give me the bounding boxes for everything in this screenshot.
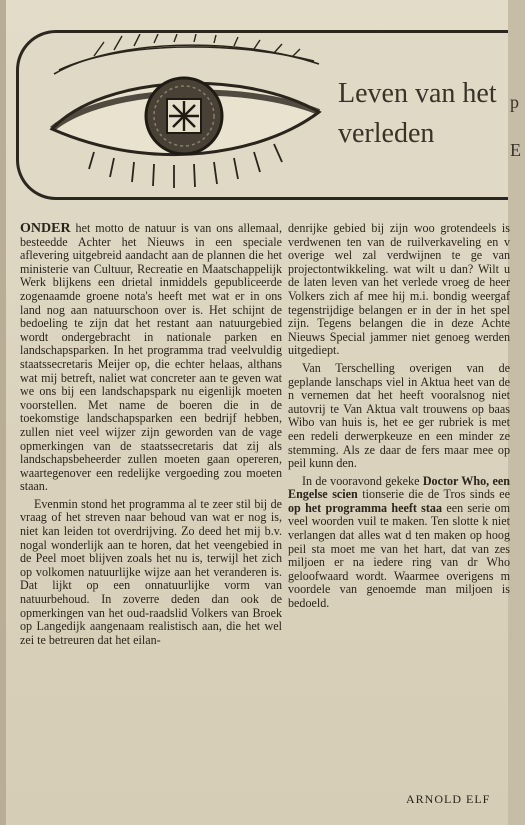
paragraph-text: denrijke gebied bij zijn woo grotendeels is verdwenen ten van de ruilverkaveling en v overige wel zal verdwijnen te ge van projectontwikkeling. wat wilt u dan? Wilt u de laten leven van het verlede vroeg de heer Volkers zich af mee hij m.i. bondig weergaf tegenstrijdige belangen er in der in het spel zijn. Tegens belangen die in deze Achte Nieuws Special jammer niet genoeg werden uitgediept. <box>288 222 510 358</box>
paragraph <box>288 362 510 471</box>
paragraph <box>20 222 282 494</box>
paragraph-text: een serie om veel woorden vuil te maken. Ten slotte k niet verlangen dat alles wat d ten maken op hoog peil sta moet me van het hart, dat van zes miljoen er na iedere ring van dr Who geloofwaard wordt. Waarmee overigens m voordele van genoemde man miljoen is bedoeld. <box>288 500 510 611</box>
article-column-right <box>288 222 510 615</box>
paragraph <box>20 498 282 648</box>
author-byline: ARNOLD ELF <box>406 792 491 806</box>
paragraph-text: Van Terschelling overigen van de geplande lanschaps viel in Aktua heet van de n vernemen dat het heeft vooralsnog niet autovrij te Van Aktua valt trouwens op baas Wibo van huis is, het ee ger rubriek is met een redeli derwerpkeuze en een minder ze stemming. Als ze daar de fers maar mee op peil kunn den. <box>288 360 510 471</box>
paragraph-text: tionserie die de Tros sinds ee <box>362 487 510 502</box>
article-title: Leven van het verleden <box>338 78 497 149</box>
paragraph <box>288 222 510 358</box>
paragraph-text: In de vooravond gekeke <box>302 473 420 488</box>
bold-text: op het programma heeft staa <box>288 500 443 515</box>
paragraph-text: Evenmin stond het programma al te zeer stil bij de vraag of het streven naar behoud van wat er nog is, niet kan leiden tot overdrijving. Zo deed het mij b.v. nogal wonderlijk aan te horen, dat het veengebied in de Peel moet blijven zoals het nu is, terwijl het zich op volkomen natuurlijke wijze aan het veranderen is. Dat lijkt op een onnatuurlijke vorm van natuurbehoud. In zoverre deden dan ook de opmerkingen van het oud-raadslid Volkers van Broek op Langedijk aangenaam realistisch aan, die het wel zei te betreuren dat het eilan- <box>20 496 282 647</box>
lead-word: ONDER <box>20 221 71 236</box>
bold-text: Doctor Who, een Engelse scien <box>288 473 510 502</box>
eye-illustration <box>34 34 334 194</box>
column-rule <box>0 0 6 825</box>
paragraph-text: het motto de natuur is van ons allemaal, besteedde Achter het Nieuws in een speciale aflevering uitgebreid aandacht aan de plannen die het ministerie van Cultuur, Recreatie en Maatschappelijk Werk blijkens een drietal inmiddels gepubliceerde zogenaamde groene nota's heeft met wat er in ons land nog aan natuurschoon over is. Het schijnt de bedoeling te zijn dat het restant aan natuurgebied wordt ondergebracht in nationale parken en landschapsparken. In het programma trad veelvuldig staatssecretaris Meijer op, die echter helaas, althans wat mij betreft, naliet wat concreter aan te geven wat we ons bij een landschapspark nu eigenlijk moeten voorstellen. Met name de boeren die in de toekomstige landschapsparken een bedrijf hebben, zullen niet veel wijzer zijn geworden van de vage opmerkingen van de staatssecretaris dat zij als landschapsbeheerder zullen moeten gaan opereren, waartegenover een redelijke vergoeding zou moeten staan. <box>20 221 282 494</box>
article-column-left <box>20 222 282 651</box>
paragraph <box>288 475 510 611</box>
adjacent-page-edge: p E <box>508 0 525 825</box>
